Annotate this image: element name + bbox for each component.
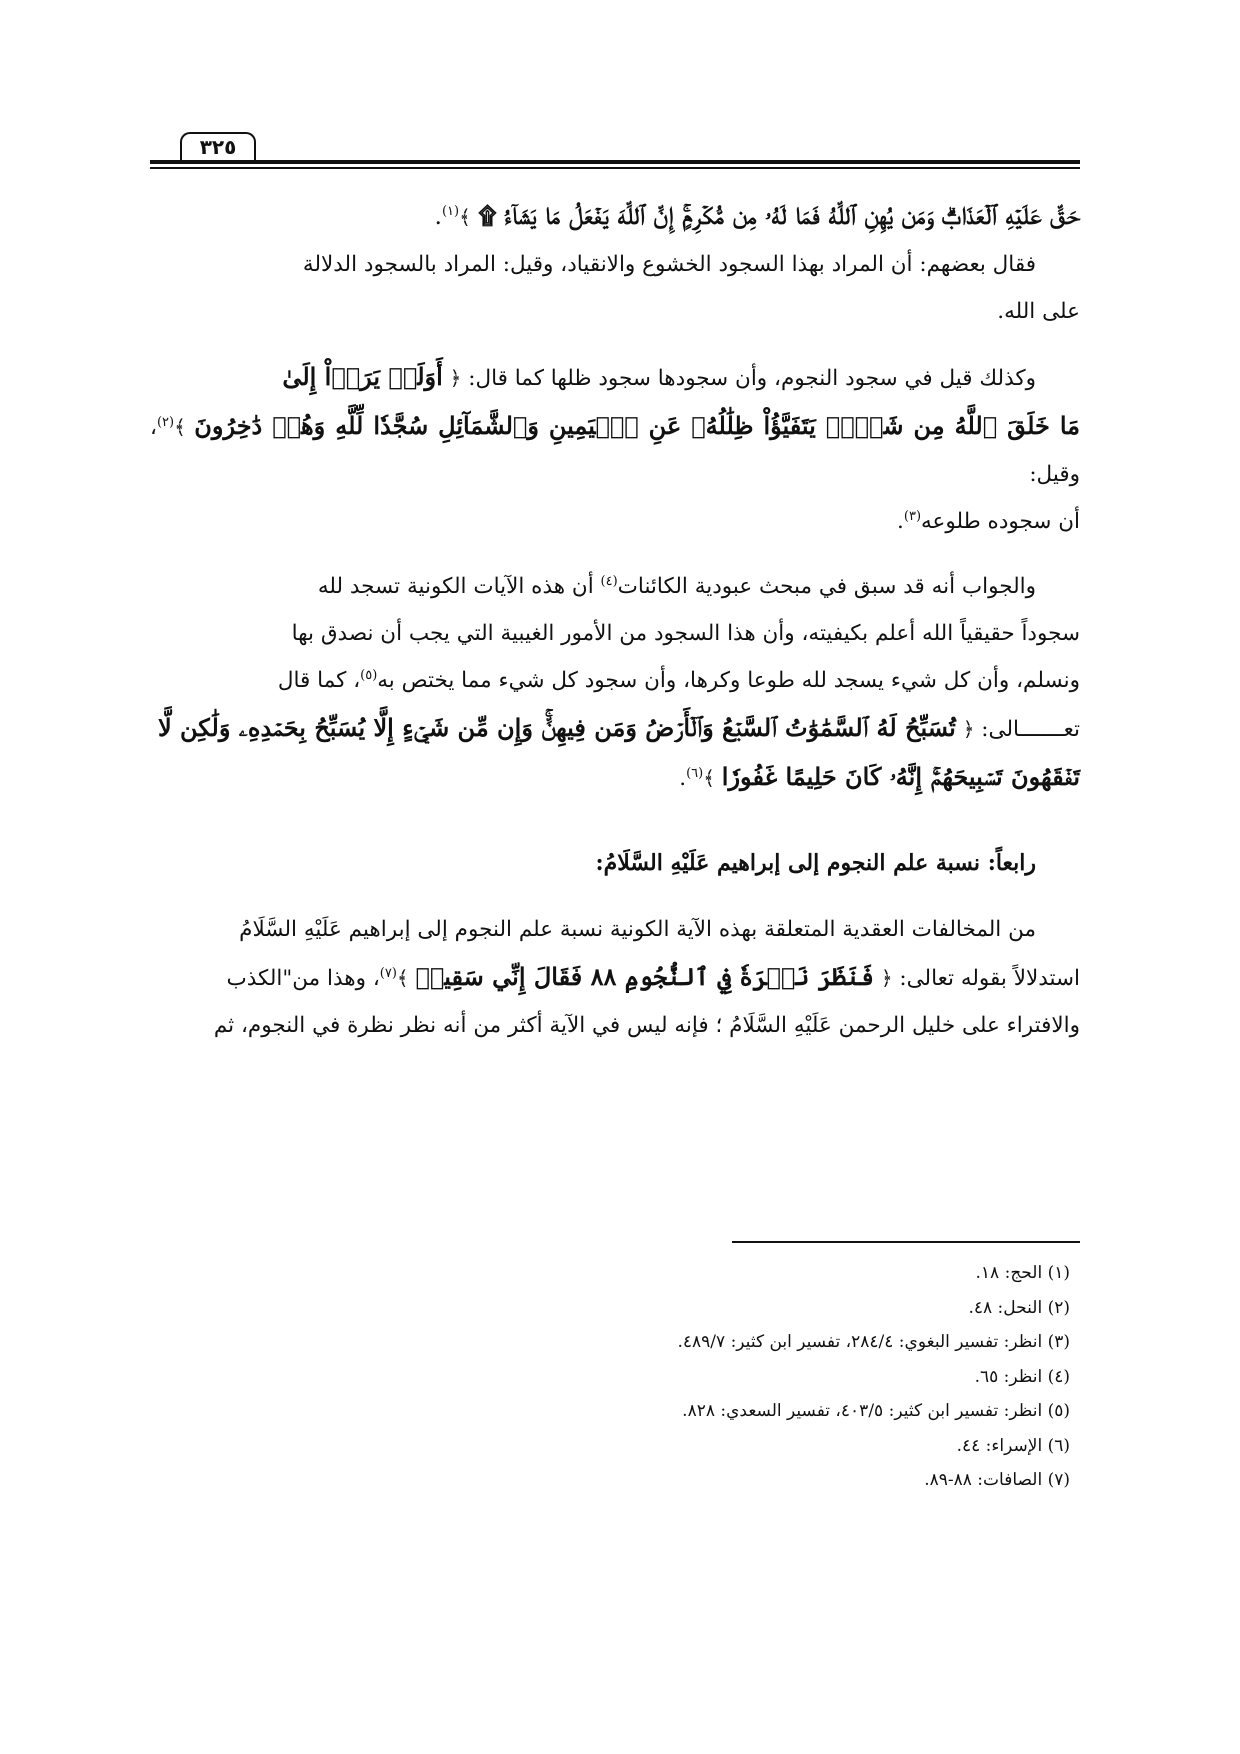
- footnote-ref: (٧): [379, 965, 397, 981]
- page-header: [150, 130, 1080, 170]
- paragraph-line: [150, 402, 1080, 498]
- paragraph-line: [150, 753, 1080, 802]
- paragraph-line: [150, 353, 1080, 402]
- paragraph-line: [150, 563, 1080, 610]
- paragraph-line: والافتراء على خليل الرحمن عَلَيْهِ السَّلَامُ ؛ فإنه ليس في الآية أكثر من أنه نظر نظرة في النجوم، ثم: [213, 1013, 1080, 1038]
- paragraph-line: [150, 704, 1080, 753]
- section-heading: رابعاً: نسبة علم النجوم إلى إبراهيم عَلَيْهِ السَّلَامُ:: [595, 850, 1036, 876]
- footnote-item: (٦) الإسراء: ٤٤.: [956, 1435, 1070, 1456]
- footnote-ref: (٤): [600, 573, 618, 589]
- paragraph-line: على الله.: [997, 299, 1080, 324]
- verse-close-ornament: ﴾: [174, 415, 186, 439]
- body-text: ، كما قال: [277, 668, 361, 693]
- quran-verse: تُسَبِّحُ لَهُ ٱلسَّمَٰوَٰتُ ٱلسَّبۡعُ وَٱلۡأَرۡضُ وَمَن فِيهِنَّۚ وَإِن مِّن شَيۡءٍ إِلَّا يُسَبِّحُ بِحَمۡدِهِۦ وَلَٰكِن لَّا: [157, 713, 956, 742]
- footnote-ref: (٣): [903, 508, 922, 524]
- verse-close-ornament: ﴾: [396, 966, 409, 990]
- body-text: ، وهذا من"الكذب: [226, 966, 380, 991]
- paragraph-line: [150, 657, 1080, 704]
- paragraph-line: فقال بعضهم: أن المراد بهذا السجود الخشوع والانقياد، وقيل: المراد بالسجود الدلالة: [302, 252, 1036, 277]
- paragraph-line: سجوداً حقيقياً الله أعلم بكيفيته، وأن هذا السجود من الأمور الغيبية التي يجب أن نصدق بها: [291, 621, 1080, 646]
- paragraph-line: [150, 953, 1080, 1002]
- punctuation: .: [679, 766, 687, 791]
- footnote-ref: (٥): [360, 667, 378, 683]
- quran-verse-line: [150, 192, 1080, 241]
- footnote-item: (٣) انظر: تفسير البغوي: ٢٨٤/٤، تفسير ابن كثير: ٤٨٩/٧.: [677, 1332, 1070, 1352]
- verse-open-ornament: ﴿: [880, 966, 893, 990]
- footnote-ref: (٢): [156, 414, 175, 430]
- verse-close-ornament: ﴾: [703, 766, 715, 790]
- page-body: [150, 192, 1080, 1049]
- paragraph-line: من المخالفات العقدية المتعلقة بهذه الآية الكونية نسبة علم النجوم إلى إبراهيم عَلَيْهِ السَّلَامُ: [239, 917, 1036, 942]
- quran-verse: مَا خَلَقَ ٱللَّهُ مِن شَيۡءٖ يَتَفَيَّؤُاْ ظِلَٰلُهُۥ عَنِ ٱلۡيَمِينِ وَٱلشَّمَآئِلِ سُجَّدٗا لِّلَّهِ وَهُمۡ دَٰخِرُونَ: [194, 411, 1080, 440]
- footnote-item: (٤) انظر: ٦٥.: [974, 1366, 1070, 1387]
- verse-open-ornament: ﴿: [962, 717, 975, 741]
- quran-verse: فَنَظَرَ نَظۡرَةٗ فِي ٱلنُّجُومِ ٨٨ فَقَالَ إِنِّي سَقِيمٞ: [415, 962, 874, 991]
- footnote-ref: (٦): [686, 765, 704, 781]
- body-text: وكذلك قيل في سجود النجوم، وأن سجودها سجود ظلها كما قال:: [468, 366, 1036, 391]
- verse-close-ornament: ﴾: [459, 205, 471, 229]
- quran-verse: تَفۡقَهُونَ تَسۡبِيحَهُمۡۚ إِنَّهُۥ كَانَ حَلِيمًا غَفُورٗا: [721, 762, 1080, 791]
- body-text: ، وقيل:: [150, 415, 1080, 487]
- body-text: أن سجوده طلوعه: [921, 509, 1080, 534]
- body-text: تعـــــــالى:: [981, 717, 1080, 742]
- quran-verse: حَقَّ عَلَيۡهِ ٱلۡعَذَابُۗ وَمَن يُهِنِ ٱللَّهُ فَمَا لَهُۥ مِن مُّكۡرِمٍۚ إِنَّ ٱللَّهَ يَفۡعَلُ مَا يَشَآءُ ۩: [478, 201, 1080, 230]
- footnote-item: (٥) انظر: تفسير ابن كثير: ٤٠٣/٥، تفسير السعدي: ٨٢٨.: [682, 1401, 1070, 1421]
- paragraph-line: [150, 498, 1080, 545]
- punctuation: .: [897, 509, 904, 534]
- footnote-ref: (١): [441, 204, 460, 220]
- page-number: ٣٢٥: [180, 132, 256, 160]
- footnote-separator: [732, 1241, 1080, 1243]
- body-text: ونسلم، وأن كل شيء يسجد لله طوعا وكرها، وأن سجود كل شيء مما يختص به: [377, 668, 1080, 693]
- footnote-item: (٧) الصافات: ٨٨-٨٩.: [924, 1470, 1070, 1490]
- header-rule-thick: [150, 160, 1080, 164]
- punctuation: .: [434, 202, 442, 230]
- verse-open-ornament: ﴿: [449, 366, 462, 390]
- body-text: والجواب أنه قد سبق في مبحث عبودية الكائنات: [617, 574, 1036, 599]
- footnote-item: (١) الحج: ١٨.: [975, 1263, 1070, 1283]
- body-text: أن هذه الآيات الكونية تسجد لله: [317, 574, 601, 599]
- footnotes: [150, 1256, 1080, 1498]
- header-rule-thin: [150, 167, 1080, 169]
- quran-verse: أَوَلَمۡ يَرَوۡاْ إِلَىٰ: [282, 362, 443, 391]
- body-text: استدلالاً بقوله تعالى:: [899, 966, 1080, 991]
- footnote-item: (٢) النحل: ٤٨.: [968, 1297, 1070, 1318]
